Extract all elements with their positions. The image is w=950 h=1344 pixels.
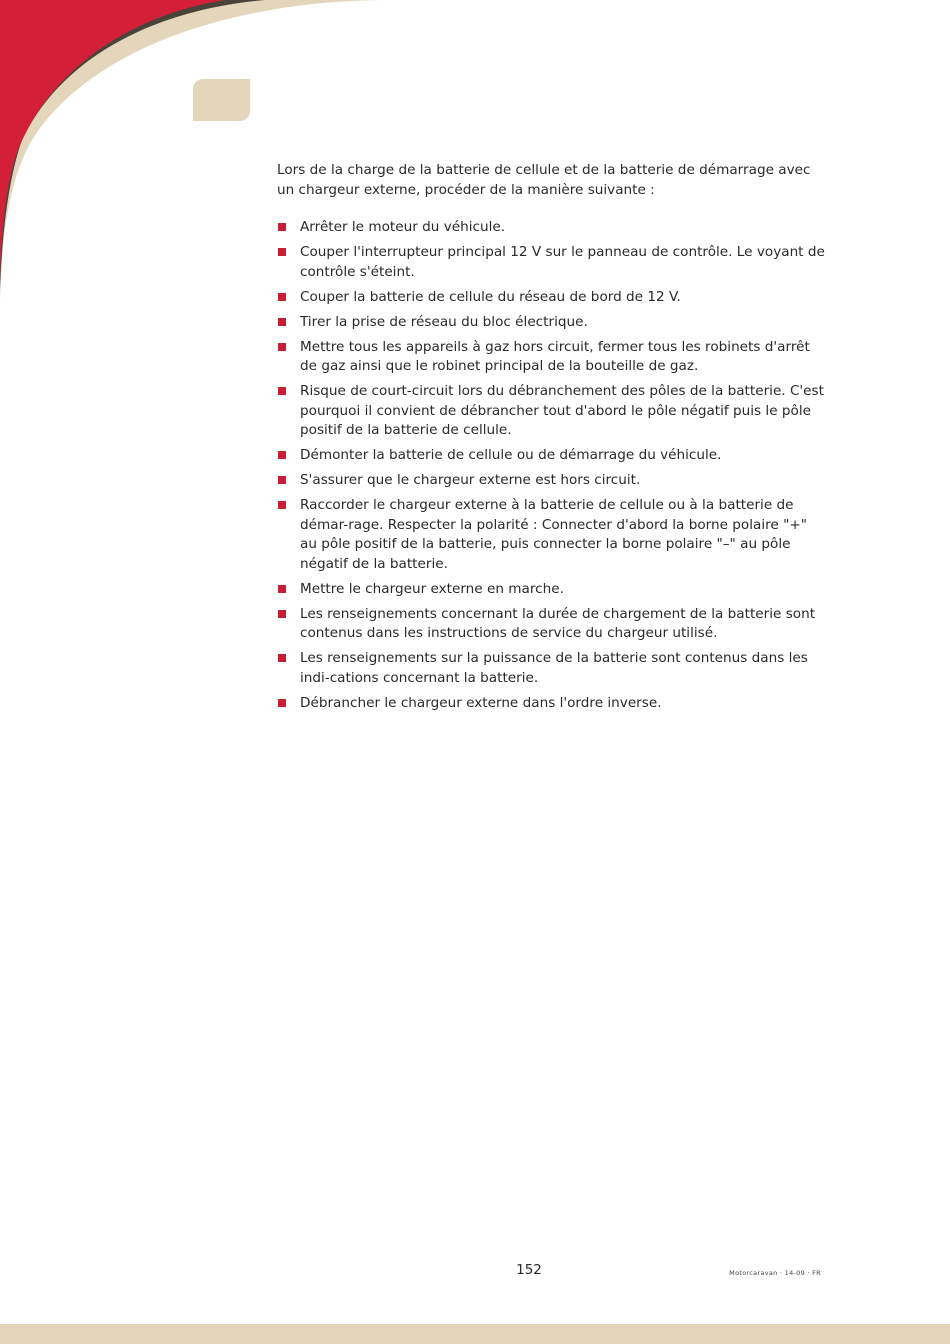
page-number: 152 bbox=[516, 1262, 542, 1278]
list-item bbox=[277, 218, 825, 238]
step-text: Mettre tous les appareils à gaz hors circuit, fermer tous les robinets d'arrêt de gaz ainsi que le robinet principal de la bouteille de gaz. bbox=[300, 338, 810, 374]
list-item bbox=[277, 338, 825, 377]
square-bullet-icon bbox=[278, 293, 286, 301]
square-bullet-icon bbox=[278, 476, 286, 484]
square-bullet-icon bbox=[278, 654, 286, 662]
list-item bbox=[277, 649, 825, 688]
list-item bbox=[277, 694, 825, 714]
step-text: Les renseignements concernant la durée de chargement de la batterie sont contenus dans les instructions de service du chargeur utilisé. bbox=[300, 605, 816, 641]
square-bullet-icon bbox=[278, 343, 286, 351]
list-item bbox=[277, 580, 825, 600]
document-reference: Motorcaravan · 14-09 · FR bbox=[729, 1269, 821, 1277]
list-item bbox=[277, 243, 825, 282]
bottom-band bbox=[0, 1324, 950, 1344]
list-item bbox=[277, 446, 825, 466]
square-bullet-icon bbox=[278, 501, 286, 509]
list-item bbox=[277, 382, 825, 441]
step-text: Raccorder le chargeur externe à la batterie de cellule ou à la batterie de démar-rage. Respecter la polarité : Connecter d'abord la borne polaire "+" au pôle positif de la batterie, puis connecter la borne polaire "–" au pôle négatif de la batterie. bbox=[300, 497, 807, 572]
step-text: Arrêter le moteur du véhicule. bbox=[300, 219, 506, 235]
list-item bbox=[277, 496, 825, 574]
step-text: S'assurer que le chargeur externe est hors circuit. bbox=[300, 472, 641, 488]
list-item bbox=[277, 313, 825, 333]
square-bullet-icon bbox=[278, 610, 286, 618]
step-text: Couper l'interrupteur principal 12 V sur le panneau de contrôle. Le voyant de contrôle s'éteint. bbox=[300, 244, 825, 280]
steps-list bbox=[277, 218, 825, 713]
step-text: Débrancher le chargeur externe dans l'ordre inverse. bbox=[300, 694, 662, 711]
square-bullet-icon bbox=[278, 451, 286, 459]
square-bullet-icon bbox=[278, 318, 286, 326]
square-bullet-icon bbox=[278, 223, 286, 231]
step-text: Les renseignements sur la puissance de la batterie sont contenus dans les indi-cations concernant la batterie. bbox=[300, 650, 808, 686]
step-text: Couper la batterie de cellule du réseau de bord de 12 V. bbox=[300, 288, 681, 305]
step-text: Risque de court-circuit lors du débranchement des pôles de la batterie. C'est pourquoi il convient de débrancher tout d'abord le pôle négatif puis le pôle positif de la batterie de cellule. bbox=[300, 383, 824, 438]
step-text: Mettre le chargeur externe en marche. bbox=[300, 580, 564, 597]
list-item bbox=[277, 605, 825, 644]
step-text: Tirer la prise de réseau du bloc électrique. bbox=[300, 313, 588, 330]
list-item bbox=[277, 471, 825, 491]
main-content bbox=[277, 161, 825, 719]
chapter-tab bbox=[193, 79, 250, 121]
square-bullet-icon bbox=[278, 248, 286, 256]
step-text: Démonter la batterie de cellule ou de démarrage du véhicule. bbox=[300, 447, 722, 463]
list-item bbox=[277, 288, 825, 308]
square-bullet-icon bbox=[278, 387, 286, 395]
square-bullet-icon bbox=[278, 699, 286, 707]
intro-paragraph: Lors de la charge de la batterie de cellule et de la batterie de démarrage avec un chargeur externe, procéder de la manière suivante : bbox=[277, 162, 811, 198]
square-bullet-icon bbox=[278, 585, 286, 593]
